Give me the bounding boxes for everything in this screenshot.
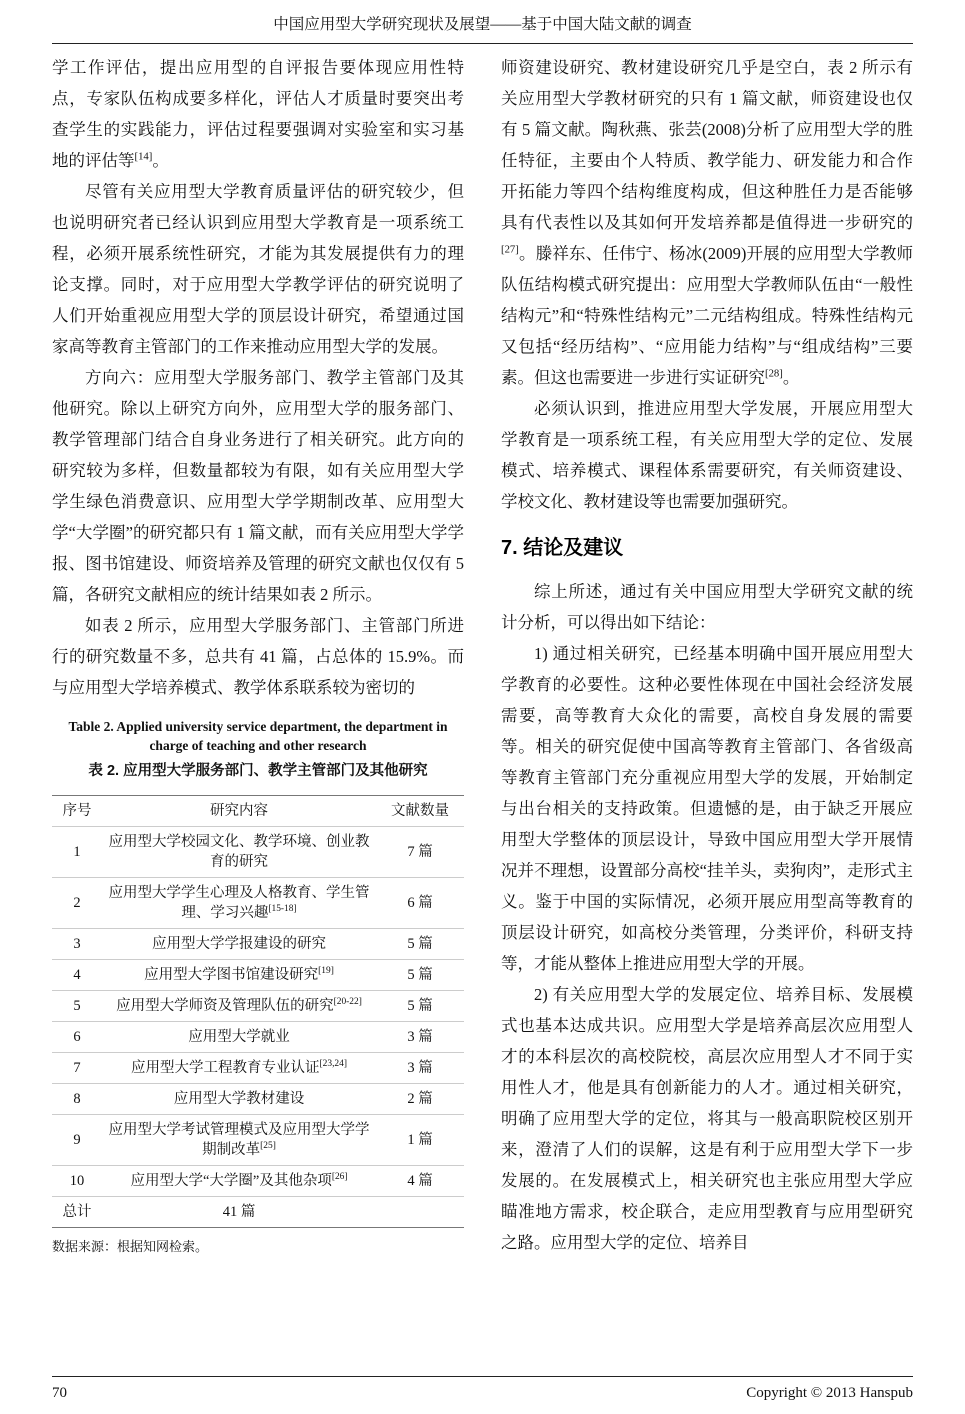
right-paragraphs-bottom (501, 576, 913, 1258)
paragraph: 综上所述，通过有关中国应用型大学研究文献的统计分析，可以得出如下结论： (501, 582, 913, 632)
section-heading: 7. 结论及建议 (501, 537, 624, 559)
row-no: 10 (52, 1166, 102, 1197)
col-header-content: 研究内容 (102, 796, 376, 827)
paragraph: 1) 通过相关研究，已经基本明确中国开展应用型大学教育的必要性。这种必要性体现在中国社会经济发展需要，高等教育大众化的需要，高校自身发展的需要等。相关的研究促使中国高等教育主管部门、各省级高等教育主管部门充分重视应用型大学的发展，开始制定与出台相关的支持政策。但遗憾的是，由于缺乏开展应用型大学整体的顶层设计，导致中国应用型大学开展情况并不理想，设置部分高校“挂羊头，卖狗肉”，走形式主义。鉴于中国的实际情况，必须开展应用型高等教育的顶层设计研究，如高校分类管理，分类评价，科研支持等，才能从整体上推进应用型大学的开展。 (501, 644, 913, 973)
row-no: 2 (52, 878, 102, 929)
row-count: 7 篇 (376, 827, 464, 878)
col-header-count: 文献数量 (376, 796, 464, 827)
row-content: 应用型大学图书馆建设研究[19] (102, 960, 376, 991)
paragraph: 必须认识到，推进应用型大学发展，开展应用型大学教育是一项系统工程，有关应用型大学的定位、发展模式、培养模式、课程体系需要研究，有关师资建设、学校文化、教材建设等也需要加强研究。 (501, 399, 913, 511)
right-column (501, 52, 913, 1258)
table-row (52, 991, 464, 1022)
row-count: 1 篇 (376, 1115, 464, 1166)
row-no: 1 (52, 827, 102, 878)
row-content: 应用型大学校园文化、教学环境、创业教育的研究 (102, 827, 376, 878)
table-row (52, 878, 464, 929)
table-section (52, 717, 464, 1256)
row-content: 应用型大学工程教育专业认证[23,24] (102, 1053, 376, 1084)
copyright: Copyright © 2013 Hanspub (746, 1385, 913, 1401)
table-row (52, 1053, 464, 1084)
table-caption-en: Table 2. Applied university service department, the department in charge of teaching and other research (68, 719, 448, 753)
total-label: 总计 (62, 1204, 92, 1220)
row-content: 应用型大学教材建设 (102, 1084, 376, 1115)
page-header (52, 0, 913, 44)
table-source-note: 数据来源：根据知网检索。 (52, 1239, 209, 1254)
left-column (52, 52, 464, 1258)
table-foot (52, 1197, 464, 1228)
page-footer (52, 1376, 913, 1402)
row-no: 5 (52, 991, 102, 1022)
paragraph: 师资建设研究、教材建设研究几乎是空白，表 2 所示有关应用型大学教材研究的只有 1 篇文献，师资建设也仅有 5 篇文献。陶秋燕、张芸(2008)分析了应用型大学的胜任特征，主要由个人特质、教学能力、研发能力和合作开拓能力等四个结构维度构成，但这种胜任力是否能够具有代表性以及其如何开发培养都是值得进一步研究的[27]。滕祥东、任伟宁、杨冰(2009)开展的应用型大学教师队伍结构模式研究提出：应用型大学教师队伍由“一般性结构元”和“特殊性结构元”二元结构组成。特殊性结构元又包括“经历结构”、“应用能力结构”与“组成结构”三要素。但这也需要进一步进行实证研究[28]。 (501, 58, 913, 387)
row-no: 4 (52, 960, 102, 991)
table-caption-zh: 表 2. 应用型大学服务部门、教学主管部门及其他研究 (88, 763, 428, 779)
table-total-row (52, 1197, 464, 1228)
table-header-row (52, 796, 464, 827)
page-number: 70 (52, 1385, 67, 1401)
paragraph: 如表 2 所示，应用型大学服务部门、主管部门所进行的研究数量不多，总共有 41 篇，占总体的 15.9%。而与应用型大学培养模式、教学体系联系较为密切的 (52, 616, 464, 697)
right-paragraphs-top (501, 52, 913, 517)
table-row (52, 929, 464, 960)
row-count: 4 篇 (376, 1166, 464, 1197)
table-row (52, 1084, 464, 1115)
row-no: 6 (52, 1022, 102, 1053)
table-row (52, 1022, 464, 1053)
paragraph: 学工作评估，提出应用型的自评报告要体现应用性特点，专家队伍构成要多样化，评估人才质量时要突出考查学生的实践能力，评估过程要强调对实验室和实习基地的评估等[14]。 (52, 58, 464, 170)
paragraph: 2) 有关应用型大学的发展定位、培养目标、发展模式也基本达成共识。应用型大学是培养高层次应用型人才的本科层次的高校院校，高层次应用型人才不同于实用性人才，他是具有创新能力的人才。通过相关研究，明确了应用型大学的定位，将其与一般高职院校区别开来，澄清了人们的误解，这是有利于应用型大学下一步发展的。在发展模式上，相关研究也主张应用型大学应瞄准地方需求，校企联合，走应用型教育与应用型研究之路。应用型大学的定位、培养目 (501, 985, 913, 1252)
row-count: 6 篇 (376, 878, 464, 929)
row-content: 应用型大学学报建设的研究 (102, 929, 376, 960)
table-head (52, 796, 464, 827)
research-table (52, 795, 464, 1228)
row-count: 2 篇 (376, 1084, 464, 1115)
paragraph: 尽管有关应用型大学教育质量评估的研究较少，但也说明研究者已经认识到应用型大学教育是一项系统工程，必须开展系统性研究，才能为其发展提供有力的理论支撑。同时，对于应用型大学教学评估的研究说明了人们开始重视应用型大学的顶层设计研究，希望通过国家高等教育主管部门的工作来推动应用型大学的发展。 (52, 182, 464, 356)
table-row (52, 827, 464, 878)
table-row (52, 1166, 464, 1197)
row-count: 5 篇 (376, 960, 464, 991)
row-no: 8 (52, 1084, 102, 1115)
running-head: 中国应用型大学研究现状及展望——基于中国大陆文献的调查 (273, 16, 692, 33)
left-paragraphs (52, 52, 464, 703)
total-count: 41 篇 (222, 1204, 256, 1220)
paragraph: 方向六：应用型大学服务部门、教学主管部门及其他研究。除以上研究方向外，应用型大学的服务部门、教学管理部门结合自身业务进行了相关研究。此方向的研究较为多样，但数量都较为有限，如有关应用型大学学生绿色消费意识、应用型大学学期制改革、应用型大学“大学圈”的研究都只有 1 篇文献，而有关应用型大学学报、图书馆建设、师资培养及管理的研究文献也仅仅有 5 篇，各研究文献相应的统计结果如表 2 所示。 (52, 368, 464, 604)
row-no: 9 (52, 1115, 102, 1166)
row-content: 应用型大学考试管理模式及应用型大学学期制改革[25] (102, 1115, 376, 1166)
row-count: 3 篇 (376, 1022, 464, 1053)
col-header-no: 序号 (52, 796, 102, 827)
table-row (52, 1115, 464, 1166)
row-count: 3 篇 (376, 1053, 464, 1084)
table-row (52, 960, 464, 991)
row-content: 应用型大学师资及管理队伍的研究[20-22] (102, 991, 376, 1022)
row-no: 3 (52, 929, 102, 960)
table-body (52, 827, 464, 1197)
row-count: 5 篇 (376, 929, 464, 960)
row-content: 应用型大学“大学圈”及其他杂项[26] (102, 1166, 376, 1197)
row-no: 7 (52, 1053, 102, 1084)
total-spacer (376, 1197, 464, 1228)
content (52, 52, 913, 1258)
row-content: 应用型大学就业 (102, 1022, 376, 1053)
row-content: 应用型大学学生心理及人格教育、学生管理、学习兴趣[15-18] (102, 878, 376, 929)
row-count: 5 篇 (376, 991, 464, 1022)
